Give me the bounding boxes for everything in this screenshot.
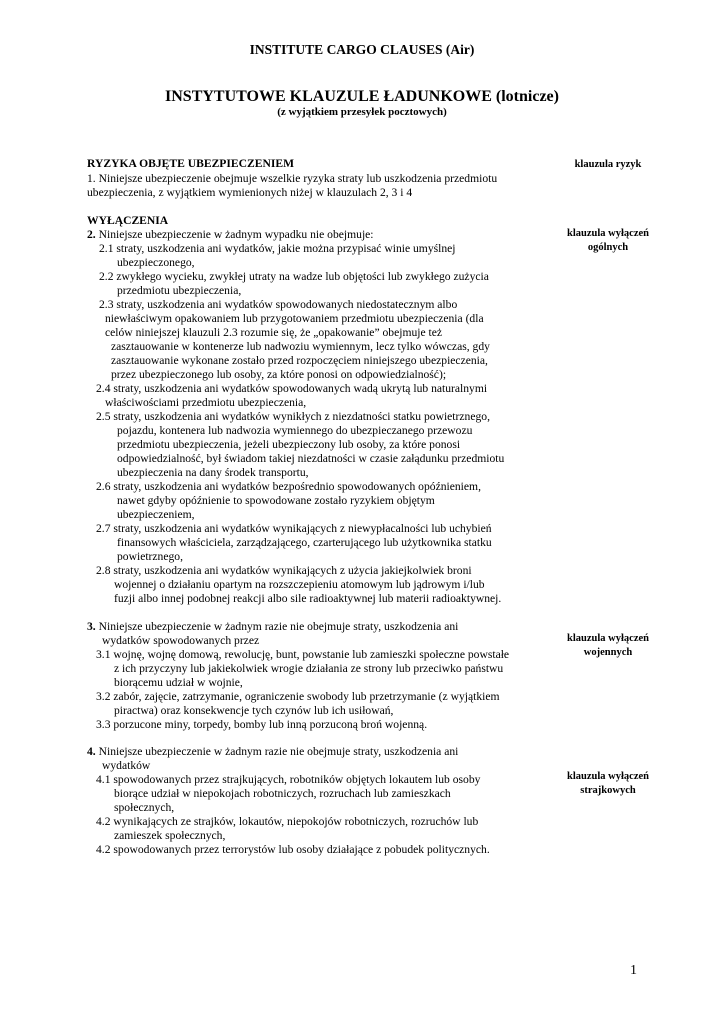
text-line: 4.1 spowodowanych przez strajkujących, robotników objętych lokautem lub osoby [96,773,481,786]
margin-note-war-exclusions [533,632,683,660]
text-line: przedmiotu ubezpieczenia, jeżeli ubezpieczony lub osoby, za które ponosi [117,438,461,451]
text-line: 2.1 straty, uszkodzenia ani wydatków, jakie można przypisać winie umyślnej [99,242,456,255]
title-pl: INSTYTUTOWE KLAUZULE ŁADUNKOWE (lotnicze) [165,88,559,105]
margin-note-risks: klauzula ryzyk [574,159,642,170]
text-line: biorące udział w niepokojach robotniczych, rozruchach lub zamieszkach [114,787,451,800]
clause-2-intro [87,228,374,242]
text-line: odpowiedzialność, był świadom takiej niezdatności w czasie załądunku przedmiotu [117,452,505,465]
margin-note-line: klauzula wyłączeń [567,228,649,239]
text-line: wydatków [102,759,151,772]
text-line: ubezpieczenia na dany środek transportu, [117,466,309,479]
text-line: przez ubezpieczonego lub osoby, za które ponosi on odpowiedzialność); [111,368,447,381]
clause-4-intro [87,745,458,759]
text-line: ubezpieczenia, z wyjątkiem wymienionych niżej w klauzulach 2, 3 i 4 [87,186,413,199]
text-line: przedmiotu ubezpieczenia, [117,284,242,297]
text-line: właściwościami przedmiotu ubezpieczenia, [105,396,307,409]
text-line: 4.2 wynikających ze strajków, lokautów, niepokojów robotniczych, rozruchów lub [96,815,479,828]
text-line: 3.1 wojnę, wojnę domową, rewolucję, bunt, powstanie lub zamieszki społeczne powstałe [96,648,510,661]
clause-text: Niniejsze ubezpieczenie w żadnym razie nie obejmuje straty, uszkodzenia ani [95,620,459,633]
text-line: biorącemu udział w wojnie, [114,676,243,689]
text-line: wojennej o działaniu opartym na rozszczepieniu atomowym lub jądrowym i/lub [114,578,485,591]
text-line: ubezpieczonego, [117,256,195,269]
section-heading-exclusions: WYŁĄCZENIA [87,214,169,227]
text-line: ubezpieczeniem, [117,508,195,521]
text-line: 1. Niniejsze ubezpieczenie obejmuje wszelkie ryzyka straty lub uszkodzenia przedmiotu [87,172,498,185]
margin-note-general-exclusions [533,227,683,255]
clause-text: Niniejsze ubezpieczenie w żadnym razie nie obejmuje straty, uszkodzenia ani [95,745,459,758]
text-line: 2.5 straty, uszkodzenia ani wydatków wynikłych z niezdatności statku powietrznego, [96,410,490,423]
text-line: zamieszek społecznych, [114,829,226,842]
text-line: 2.7 straty, uszkodzenia ani wydatków wynikających z niewypłacalności lub uchybień [96,522,492,535]
text-line: 2.4 straty, uszkodzenia ani wydatków spowodowanych wadą ukrytą lub naturalnymi [96,382,488,395]
margin-note-line: klauzula wyłączeń [567,633,649,644]
text-line: piractwa) oraz konsekwencje tych czynów lub ich usiłowań, [114,704,394,717]
text-line: 2.8 straty, uszkodzenia ani wydatków wynikających z użycia jakiejkolwiek broni [96,564,472,577]
margin-note-strike-exclusions [533,770,683,798]
clause-number: 2. [87,228,96,241]
margin-note-line: ogólnych [587,242,629,253]
subtitle: (z wyjątkiem przesyłek pocztowych) [277,106,447,118]
clause-3-intro [87,620,458,634]
text-line: społecznych, [114,801,175,814]
text-line: pojazdu, kontenera lub nadwozia wymiennego do ubezpieczanego przewozu [117,424,473,437]
clause-text: Niniejsze ubezpieczenie w żadnym wypadku nie obejmuje: [95,228,374,241]
text-line: 2.2 zwykłego wycieku, zwykłej utraty na wadze lub objętości lub zwykłego zużycia [99,270,489,283]
margin-note-line: strajkowych [580,785,636,796]
page-number: 1 [630,963,637,978]
margin-note-line: klauzula wyłączeń [567,771,649,782]
title-en: INSTITUTE CARGO CLAUSES (Air) [249,42,475,57]
clause-number: 3. [87,620,96,633]
margin-note-line: wojennych [583,647,633,658]
text-line: celów niniejszej klauzuli 2.3 rozumie się, że „opakowanie” obejmuje też [105,326,443,339]
text-line: finansowych właściciela, zarządzającego, czarterującego lub użytkownika statku [117,536,492,549]
clause-number: 4. [87,745,96,758]
text-line: nawet gdyby opóźnienie to spowodowane zostało ryzykiem objętym [117,494,435,507]
text-line: niewłaściwym opakowaniem lub przygotowaniem przedmiotu ubezpieczenia (dla [105,312,484,325]
text-line: 3.2 zabór, zajęcie, zatrzymanie, ograniczenie swobody lub przetrzymanie (z wyjątkiem [96,690,500,703]
text-line: 2.3 straty, uszkodzenia ani wydatków spowodowanych niedostatecznym albo [99,298,458,311]
text-line: powietrznego, [117,550,183,563]
text-line: 2.6 straty, uszkodzenia ani wydatków bezpośrednio spowodowanych opóźnieniem, [96,480,481,493]
text-line: 4.2 spowodowanych przez terrorystów lub osoby działające z pobudek politycznych. [96,843,490,856]
text-line: zasztauowanie wykonane zostało przed rozpoczęciem niniejszego ubezpieczenia, [111,354,488,367]
text-line: wydatków spowodowanych przez [102,634,260,647]
text-line: 3.3 porzucone miny, torpedy, bomby lub inną porzuconą broń wojenną. [96,718,428,731]
section-heading-covered-risks: RYZYKA OBJĘTE UBEZPIECZENIEM [87,157,295,170]
text-line: z ich przyczyny lub jakiekolwiek wrogie działania ze strony lub przeciwko państwu [114,662,504,675]
text-line: zasztauowanie w kontenerze lub nadwoziu wymiennym, lecz tylko wówczas, gdy [111,340,490,353]
text-line: fuzji albo innej podobnej reakcji albo sile radioaktywnej lub materii radioaktywnej. [114,592,502,605]
